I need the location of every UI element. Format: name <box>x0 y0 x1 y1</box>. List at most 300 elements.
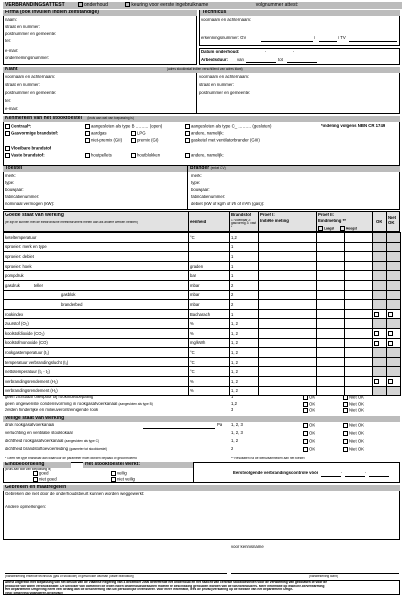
measurement-row <box>4 338 401 348</box>
niet-ok-checkbox[interactable] <box>388 331 393 336</box>
ok-checkbox[interactable] <box>303 447 308 452</box>
measurement-row <box>4 300 401 310</box>
veilig-label: veilig <box>117 471 127 476</box>
gasketel-checkbox[interactable] <box>185 138 190 143</box>
laagst-input[interactable] <box>317 367 345 377</box>
gebreken-title: Gebreken en maatregelen <box>3 485 400 491</box>
veilige-fuel: 1, 2, 3 <box>231 423 243 427</box>
ok-label: OK <box>309 439 316 444</box>
type-c-checkbox[interactable] <box>185 124 190 129</box>
niet-ok-cell <box>387 386 401 396</box>
lpg-checkbox[interactable] <box>131 131 136 136</box>
proef1-input[interactable] <box>259 242 317 252</box>
proef1-input[interactable] <box>259 280 317 290</box>
ok-cell <box>373 319 387 329</box>
firma-kbo-label: ondernemingsnummer: <box>5 56 50 60</box>
niet-ok-checkbox[interactable] <box>388 341 393 346</box>
laagst-input[interactable] <box>317 357 345 367</box>
footer-text2: productie van warm verbruikswater. De uitvoiker van domeinlei de leden halen onderhoudsbesluiten moeten te beschikking gehouden worden van de toezichthouders. Meer informatie op www.lne.be/verwarming <box>5 584 325 588</box>
veilige-ok[interactable] <box>303 447 315 452</box>
brander-note: (enkel CV) <box>210 166 226 170</box>
measurement-fuel: 1, 2 <box>230 357 259 367</box>
measurement-row <box>4 309 401 319</box>
ok-checkbox[interactable] <box>303 431 308 436</box>
measurement-name: gasdruk <box>5 282 20 288</box>
niet-ok-checkbox[interactable] <box>388 312 393 317</box>
veilige-row <box>5 439 99 444</box>
niet-premix-checkbox[interactable] <box>85 138 90 143</box>
brander-type-label: type: <box>191 181 201 185</box>
measurement-label <box>4 348 189 358</box>
niet-veilig-checkbox[interactable] <box>111 477 116 482</box>
measurement-unit: °C <box>189 367 230 377</box>
ok-header: OK <box>376 220 383 224</box>
laagst-input[interactable] <box>317 338 345 348</box>
proef1-input[interactable] <box>259 376 317 386</box>
proef1-input[interactable] <box>259 233 317 243</box>
check-niet-ok[interactable] <box>343 402 364 407</box>
kennis-label: voor kennisname <box>231 545 264 549</box>
measurement-label <box>4 386 189 396</box>
werking-title: Goede staat van werking <box>5 213 64 218</box>
check-ok[interactable] <box>303 395 315 400</box>
proef1-input[interactable] <box>259 328 317 338</box>
type-c-label: aangesloten als type C_ ……… (gesloten) <box>191 124 272 129</box>
veilige-fuel: 2 <box>231 447 234 451</box>
niet-ok-cell <box>387 280 401 290</box>
laagst-input[interactable] <box>317 328 345 338</box>
check-fuel: 3 <box>231 408 234 412</box>
footnote-right: ** Resultaten na de werkzaamheden aan het toestel <box>231 457 305 460</box>
veilige-row <box>5 431 73 436</box>
ok-checkbox[interactable] <box>303 395 308 400</box>
measurement-unit: mbar <box>189 300 230 310</box>
measurement-name: verbrandingsrendement (H₂) <box>5 378 58 384</box>
proef1-input[interactable] <box>259 386 317 396</box>
veilige-ok[interactable] <box>303 431 315 436</box>
proef1-input[interactable] <box>259 348 317 358</box>
laagst-checkbox[interactable] <box>318 226 323 231</box>
niet-ok-checkbox[interactable] <box>343 431 348 436</box>
eind-title: Eindbeoordeling <box>5 462 45 467</box>
hoogst-label: Hoogst <box>346 226 357 231</box>
veilige-label: dichtheid rookgasafvoerkanaal <box>5 439 64 443</box>
niet-ok-checkbox[interactable] <box>343 447 348 452</box>
proef1-input[interactable] <box>259 367 317 377</box>
ok-cell[interactable] <box>373 309 387 319</box>
hoogst-input[interactable] <box>345 348 373 358</box>
check-label: geen ongewenste condensvorming in rookgasafvoerkanaal <box>5 401 118 406</box>
niet-ok-checkbox[interactable] <box>388 379 393 384</box>
datum-label: Datum onderhoud: <box>201 50 240 54</box>
firma-tel-label: tel: <box>5 39 11 43</box>
hoogst-input[interactable] <box>345 300 373 310</box>
check-niet-ok[interactable] <box>343 395 364 400</box>
ok-checkbox[interactable] <box>374 379 379 384</box>
niet-ok-checkbox[interactable] <box>343 439 348 444</box>
hoogst-input[interactable] <box>345 252 373 262</box>
brander-title-bar <box>188 166 400 172</box>
kenmerken-note: (kruis aan wat van toepassing is) <box>87 116 134 120</box>
andere-vast-label: andere, namelijk: <box>191 153 224 158</box>
ok-cell <box>373 290 387 300</box>
measurement-name: nettotemperatuur (t₁ - t₂) <box>5 369 50 375</box>
brandstof-sub: 1: vloeibaar 2: gasvormig 3: vast * <box>231 219 256 229</box>
check-ok[interactable] <box>303 402 315 407</box>
ok-cell <box>373 357 387 367</box>
check-row <box>5 402 153 407</box>
proef1-input[interactable] <box>259 357 317 367</box>
ok-label: OK <box>309 423 316 428</box>
aardgas-label: aardgas <box>91 131 107 136</box>
hoogst-input[interactable] <box>345 386 373 396</box>
measurement-fuel: 1 <box>230 271 259 281</box>
klant-tel-label: tel: <box>5 99 11 103</box>
niet-goed-label: niet goed <box>39 477 57 482</box>
laagst-input[interactable] <box>317 309 345 319</box>
ok-label: OK <box>309 401 316 407</box>
laagst-input[interactable] <box>317 290 345 300</box>
veilige-label: druk rookgasafvoerkanaal <box>5 423 55 427</box>
onderhoud-checkbox[interactable] <box>78 2 83 7</box>
laagst-input[interactable] <box>317 271 345 281</box>
measurement-row <box>4 367 401 377</box>
goed-checkbox[interactable] <box>33 471 38 476</box>
measurement-name: rookindex <box>5 311 24 317</box>
niet-ok-checkbox[interactable] <box>343 423 348 428</box>
check-fuel: 1 <box>231 395 234 400</box>
ok-cell[interactable] <box>373 328 387 338</box>
measurement-sub: teller <box>33 282 43 288</box>
measurement-fuel: 2 <box>230 290 259 300</box>
measurement-row <box>4 242 401 252</box>
measurement-sub: branderbed <box>61 301 83 307</box>
sign-left-label: (handtekening erkende technicus (gas of stookolie) of gescholde vakman (vaste brandstof)) <box>5 575 134 578</box>
measurement-fuel: 1, 2 <box>230 328 259 338</box>
ok-label: OK <box>309 408 316 413</box>
veilige-title: Veilige staat van werking <box>3 416 400 422</box>
form-title: VERBRANDINGSATTEST <box>5 2 65 8</box>
ok-checkbox[interactable] <box>303 402 308 407</box>
ok-cell <box>373 300 387 310</box>
proef1-header: Proef I: <box>260 213 275 217</box>
proef1-input[interactable] <box>259 271 317 281</box>
gebreken-line2: Andere opmerkingen: <box>5 505 47 509</box>
measurement-row <box>4 290 401 300</box>
measurement-row <box>4 271 401 281</box>
measurement-row <box>4 280 401 290</box>
measurement-row <box>4 348 401 358</box>
veilige-unit: Pa <box>217 423 223 427</box>
tot-label: tot <box>278 58 283 62</box>
niet-ok-header: Niet OK <box>388 216 397 225</box>
technicus-erk-label: erkenningsnummer: GV <box>201 36 247 40</box>
veilige-fuel: 1, 2 <box>231 439 239 443</box>
klant-postal-label: postnummer en gemeente: <box>5 91 57 95</box>
ok-checkbox[interactable] <box>374 341 379 346</box>
hoogst-input[interactable] <box>345 376 373 386</box>
klant-title: Klant <box>5 67 18 72</box>
measurement-row <box>4 376 401 386</box>
houtblokken-checkbox[interactable] <box>131 153 136 158</box>
check-fuel: 1,2 <box>231 401 237 406</box>
check-note: (aangesloten als type B) <box>118 401 153 406</box>
measurement-fuel: 1, 2 <box>230 338 259 348</box>
toestel-type-label: type: <box>5 181 15 185</box>
klant-name-label: voornaam en achternaam: <box>5 75 56 79</box>
hoogst-input[interactable] <box>345 338 373 348</box>
measurement-label <box>4 290 189 300</box>
ok-label: OK <box>309 395 316 400</box>
measurement-fuel: 1, 2 <box>230 319 259 329</box>
laagst-input[interactable] <box>317 242 345 252</box>
veilige-ok[interactable] <box>303 423 315 428</box>
toestel-merk-label: merk: <box>5 174 16 178</box>
check-ok[interactable] <box>303 408 315 413</box>
klant-note: (adres stookinstal indien verschillend van adres klant) <box>166 67 243 71</box>
veilige-row <box>5 423 54 428</box>
niet-ok-cell[interactable] <box>387 309 401 319</box>
footnote-left: * Geeft het type brandstaf aan waarvoor de parameter moet worden bepaald of gecontroleerd <box>5 457 137 460</box>
premix-checkbox[interactable] <box>131 138 136 143</box>
vast-label: Vaste brandstof: <box>11 153 45 158</box>
ok-checkbox[interactable] <box>303 439 308 444</box>
onderhoud-label: onderhoud <box>84 2 108 8</box>
measurement-row <box>4 261 401 271</box>
type-b-label: aangesloten als type B ……… (open) <box>91 124 163 129</box>
hoogst-input[interactable] <box>345 309 373 319</box>
houtpellets-checkbox[interactable] <box>85 153 90 158</box>
houtpellets-label: houtpellets <box>91 153 112 158</box>
measurement-label <box>4 242 189 252</box>
measurement-table <box>3 232 401 396</box>
niet-ok-checkbox[interactable] <box>343 408 348 413</box>
measurement-name: pompdruk <box>5 273 24 279</box>
measurement-unit: % <box>189 319 230 329</box>
laagst-input[interactable] <box>317 280 345 290</box>
werking-subnote: (te zijn te kunnen met de elektronische meetinstrument meten aan als andere werken hebben) <box>5 221 138 224</box>
measurement-row <box>4 357 401 367</box>
hoogst-input[interactable] <box>345 233 373 243</box>
toestel-fabricatie-label: fabricatienummer: <box>5 195 40 199</box>
measurement-name: sproeier: debiet <box>5 253 34 259</box>
measurement-unit <box>189 242 230 252</box>
measurement-name: keteltemperatuur <box>5 234 37 240</box>
measurement-unit <box>189 252 230 262</box>
measurement-name: temperatuur verbrandingslucht (t₁) <box>5 359 69 365</box>
measurement-label <box>4 280 189 290</box>
toestel-bouwjaar-label: bouwjaar: <box>5 188 24 192</box>
measurement-name: rookgastemperatuur (t₁) <box>5 349 50 355</box>
proef2-header: Proef II: <box>318 213 334 217</box>
type-b-checkbox[interactable] <box>85 124 90 129</box>
measurement-unit: % <box>189 386 230 396</box>
brander-merk-label: merk: <box>191 174 202 178</box>
proef1-input[interactable] <box>259 300 317 310</box>
ok-checkbox[interactable] <box>303 408 308 413</box>
install-street-label: straat en nummer: <box>199 83 234 87</box>
firma-name-label: naam: <box>5 18 17 22</box>
indeling-note: *indeling volgens NBN CR 1749 <box>321 124 386 128</box>
hoogst-input[interactable] <box>345 271 373 281</box>
niet-ok-cell <box>387 367 401 377</box>
hoogst-input[interactable] <box>345 328 373 338</box>
niet-ok-cell <box>387 252 401 262</box>
technicus-name-label: voornaam en achternaam: <box>201 18 252 22</box>
hoogst-input[interactable] <box>345 242 373 252</box>
check-niet-ok[interactable] <box>343 408 364 413</box>
veilige-niet-ok[interactable] <box>343 431 364 436</box>
veilig-checkbox[interactable] <box>111 471 116 476</box>
ok-checkbox[interactable] <box>374 312 379 317</box>
brander-debiet-label: debiet (kW of kg/h of l/h of m³/h (gas)): <box>191 202 265 206</box>
hoogst-checkbox[interactable] <box>340 226 345 231</box>
proef1-input[interactable] <box>259 261 317 271</box>
laagst-input[interactable] <box>317 300 345 310</box>
vloeibaar-label: Vloeibare brandstof <box>11 146 52 151</box>
laagst-input[interactable] <box>317 376 345 386</box>
andere-gas-checkbox[interactable] <box>185 131 190 136</box>
niet-ok-cell <box>387 348 401 358</box>
veilige-note: (aangesloten als type C) <box>64 439 100 443</box>
proef1-input[interactable] <box>259 252 317 262</box>
keuring-checkbox[interactable] <box>125 2 130 7</box>
measurement-row <box>4 328 401 338</box>
laagst-input[interactable] <box>317 252 345 262</box>
brander-fabricatie-label: fabricatienummer: <box>191 195 226 199</box>
veilige-niet-ok[interactable] <box>343 439 364 444</box>
niet-ok-label: Niet OK <box>349 447 365 452</box>
niet-ok-cell <box>387 271 401 281</box>
proef1-input[interactable] <box>259 309 317 319</box>
brandstof-header: Brandstof <box>231 213 252 217</box>
niet-ok-cell[interactable] <box>387 338 401 348</box>
controle-label: Eerstvolgende verbrandingscontrole vóór <box>233 471 319 475</box>
niet-ok-cell <box>387 261 401 271</box>
ok-checkbox[interactable] <box>303 423 308 428</box>
niet-ok-cell <box>387 233 401 243</box>
niet-ok-checkbox[interactable] <box>343 402 348 407</box>
measurement-row <box>4 319 401 329</box>
gasketel-label: gasketel met ventilatorbrander (GIII) <box>191 138 260 143</box>
andere-vast-checkbox[interactable] <box>185 153 190 158</box>
footer-text4: ving: omgeving.vlaanderen.be/privacy <box>5 591 63 595</box>
niet-ok-label: Niet OK <box>349 431 365 436</box>
lpg-label: LPG <box>137 131 146 136</box>
install-name-label: voornaam en achternaam: <box>199 75 250 79</box>
hoogst-input[interactable] <box>345 261 373 271</box>
veilige-ok[interactable] <box>303 439 315 444</box>
aardgas-checkbox[interactable] <box>85 131 90 136</box>
measurement-unit: °C <box>189 357 230 367</box>
hoogst-input[interactable] <box>345 280 373 290</box>
proef1-input[interactable] <box>259 338 317 348</box>
measurement-fuel: 1, 2 <box>230 376 259 386</box>
ok-cell <box>373 252 387 262</box>
kenmerken-title: Kenmerken van het stooktoestel <box>5 116 82 121</box>
veilige-note: (gasmeter tot stooktoestel) <box>69 447 108 451</box>
laagst-input[interactable] <box>317 386 345 396</box>
check-label: zelden hinderlijke en milieuverontreinigende rook <box>5 408 99 412</box>
ok-cell[interactable] <box>373 376 387 386</box>
vast-checkbox[interactable] <box>5 153 10 158</box>
firma-email-label: e-mail: <box>5 49 18 53</box>
measurement-label <box>4 309 189 319</box>
centraal-label: Centraal*: <box>11 124 32 129</box>
centraal-checkbox[interactable] <box>5 124 10 129</box>
niet-ok-cell <box>387 290 401 300</box>
niet-ok-checkbox[interactable] <box>343 395 348 400</box>
ok-cell <box>373 280 387 290</box>
measurement-label <box>4 376 189 386</box>
klant-email-label: e-mail: <box>5 107 18 111</box>
measurement-label <box>4 261 189 271</box>
keuring-label: keuring voor eerste ingebruikname <box>131 2 209 8</box>
houtblokken-label: houtblokken <box>137 153 161 158</box>
eenheid-header: eenheid <box>190 220 207 224</box>
veilige-niet-ok[interactable] <box>343 423 364 428</box>
certificate-form: VERBRANDINGSATTEST onderhoud keuring voor eerste ingebruikname volgnummer attest: Firma (ook invullen indien zelfstandige) naam: straat en nummer: postnummer en gemeente: tel: e-mail: ondernemingsnummer: Technicus voornaam en achternaam: erkenningsnummer: GV / / TV Datum onderhoud: - - Arbeidsduur: van tot Klant (adres stookinstal indien verschillend van adres klant) voornaam en achternaam: straat en nummer: postnummer en gemeente: tel: e-mail: voornaam en achternaam: straat en nummer: postnummer en gemeente: Kenmerken van het stooktoestel (kruis aan wat van toepassing is) Centraal*: aangesloten als type B ……… (open) aangesloten als type C_ ……… (gesloten) *indeling volgens NBN CR 1749 Gasvormige brandstof: aardgas LPG andere, namelijk: niet-premix (GII) premix (GI) gasketel met ventilatorbrander (GIII) Vloeibare brandstof Vaste brandstof: houtpellets houtblokken andere, namelijk: Toestel Brander (enkel CV) merk: type: bouwjaar: fabricatienummer: nominaal vermogen (kW): merk: type: bouwjaar: fabricatienummer: debiet (kW of kg/h of l/h of m³/h (gas)): Goede staat van werking (te zijn te kunnen met de elektronische meetinstrument meten aan als andere werken hebben) eenheid Brandstof 1: vloeibaar 2: gasvormig 3: vast * Proef I: Initiële meting Proef II: Eindmeting ** Laagst Hoogst OK Niet OK keteltemperatuur °C 1,2 sproeier: merk en type 1 sproeier: debiet 1 sproeier: hoek graden 1 pompdruk bar 1 gasdruk teller mbar 2 gasblok mbar 2 branderbed mbar 2 rookindex Bacharach 1 zuurstof (O₂) % 1, 2 koolstofdioxide (CO₂) % 1, 2 koolstofmonoxide (CO) mg/kWh 1, 2 rookgastemperatuur (t₁) °C 1, 2 temperatuur verbrandingslucht (t₁) °C 1, 2 nettotemperatuur (t₁ - t₂) °C 1, 2 verbrandingsrendement (H₂) % 1, 2 verbrandingsrendement (H₁) % 1, 2 geen zichtbaar oliespoor bij rookindexbepaling 1 OK Niet OK geen ongewenste condensvorming in rookgasafvoerkanaal (aangesloten als type B) 1,2 OK Niet OK zelden hinderlijke en milieuverontreinigende rook 3 OK Niet OK Veilige staat van werking druk rookgasafvoerkanaal Pa 1, 2, 3 OK Niet OK verluchting en ventilatie stooklokaal 1, 2, 3 OK Niet OK dichtheid rookgasafvoerkanaal (aangesloten als type C) 1, 2 OK Niet OK dichtheid brandstoftoevoerleiding (gasmeter tot stooktoestel) 2 OK Niet OK * Geeft het type brandstaf aan waarvoor de parameter moet worden bepaald of gecontroleerd ** Resultaten na de werkzaamheden aan het toestel Eindbeoordeling (kruis aan wat van toepassing is) goed niet goed Het stooktoestel werkt: veilig niet veilig Eerstvolgende verbrandingscontrole vóór - - Gebreken en maatregelen Gebreken die niet door de onderhoudsbeurt kunnen worden weggewerkt: Andere opmerkingen: voor kennisname (handtekening erkende technicus (gas of stookolie) of gescholde vakman (vaste brandstof)) (handtekening klant) Attest uitgereikt met toepassing van het besluit van de Vlaamse Regering van 4 december 2006 betreffende het onderhoud en het nazicht van centrale stooktoestellen voor de verwarming van gebouwen of voor de productie van warm verbruikswater. De uitvoiker van domeinlei de leden halen onderhoudsbesluiten moeten te beschikking gehouden worden van de toezichthouders. Meer informatie op www.lne.be/verwarming Het departement Omgeving heeft veel belang aan de bescherming van uw persoonlijke levenssfeer. Voor meer informatie, lees de privacyverklaring op de website van het departement Omge- ving: omgeving.vlaanderen.be/privacy <box>3 2 400 595</box>
measurement-unit: °C <box>189 233 230 243</box>
measurement-label <box>4 367 189 377</box>
niet-ok-label: Niet OK <box>349 401 365 407</box>
measurement-row <box>4 252 401 262</box>
niet-ok-cell <box>387 319 401 329</box>
eind-note: (kruis aan wat van toepassing is) <box>5 468 52 471</box>
niet-goed-checkbox[interactable] <box>33 477 38 482</box>
sign-right-label: (handtekening klant) <box>309 575 338 578</box>
toestel-vermogen-label: nominaal vermogen (kW): <box>5 202 55 206</box>
laagst-label: Laagst <box>324 226 335 231</box>
measurement-unit: Bacharach <box>189 309 230 319</box>
laagst-input[interactable] <box>317 261 345 271</box>
hoogst-input[interactable] <box>345 290 373 300</box>
veilige-niet-ok[interactable] <box>343 447 364 452</box>
footer-text3: Het departement Omgeving heeft veel belang aan de bescherming van uw persoonlijke levenssfeer. Voor meer informatie, lees de privacyverklaring op de website van het departement Omge- <box>5 588 294 591</box>
ok-label: OK <box>309 431 316 436</box>
hoogst-input[interactable] <box>345 319 373 329</box>
measurement-row <box>4 233 401 243</box>
laagst-input[interactable] <box>317 319 345 329</box>
measurement-fuel: 1 <box>230 309 259 319</box>
hoogst-input[interactable] <box>345 357 373 367</box>
gasvormig-checkbox[interactable] <box>5 131 10 136</box>
measurement-unit: graden <box>189 261 230 271</box>
veilige-row <box>5 447 107 452</box>
ok-label: OK <box>309 447 316 452</box>
ok-cell <box>373 367 387 377</box>
proef1-input[interactable] <box>259 290 317 300</box>
firma-street-label: straat en nummer: <box>5 25 40 29</box>
ok-cell[interactable] <box>373 338 387 348</box>
ok-checkbox[interactable] <box>374 331 379 336</box>
niet-ok-cell[interactable] <box>387 328 401 338</box>
hoogst-input[interactable] <box>345 367 373 377</box>
toestel-title: Toestel <box>3 166 188 172</box>
measurement-fuel: 1 <box>230 261 259 271</box>
gasvormig-label: Gasvormige brandstof: <box>11 131 59 136</box>
van-label: van <box>237 58 244 62</box>
niet-premix-label: niet-premix (GII) <box>91 138 123 143</box>
measurement-unit: mbar <box>189 280 230 290</box>
laagst-input[interactable] <box>317 233 345 243</box>
proef1-input[interactable] <box>259 319 317 329</box>
measurement-name: verbrandingsrendement (H₁) <box>5 388 58 394</box>
laagst-input[interactable] <box>317 348 345 358</box>
niet-ok-cell[interactable] <box>387 376 401 386</box>
vloeibaar-checkbox[interactable] <box>5 146 10 151</box>
footer-text1: Attest uitgereikt met toepassing van het besluit van de Vlaamse Regering van 4 december 2006 betreffende het onderhoud en het nazicht van centrale stooktoestellen voor de verwarming van gebouwen of voor de <box>5 581 328 584</box>
